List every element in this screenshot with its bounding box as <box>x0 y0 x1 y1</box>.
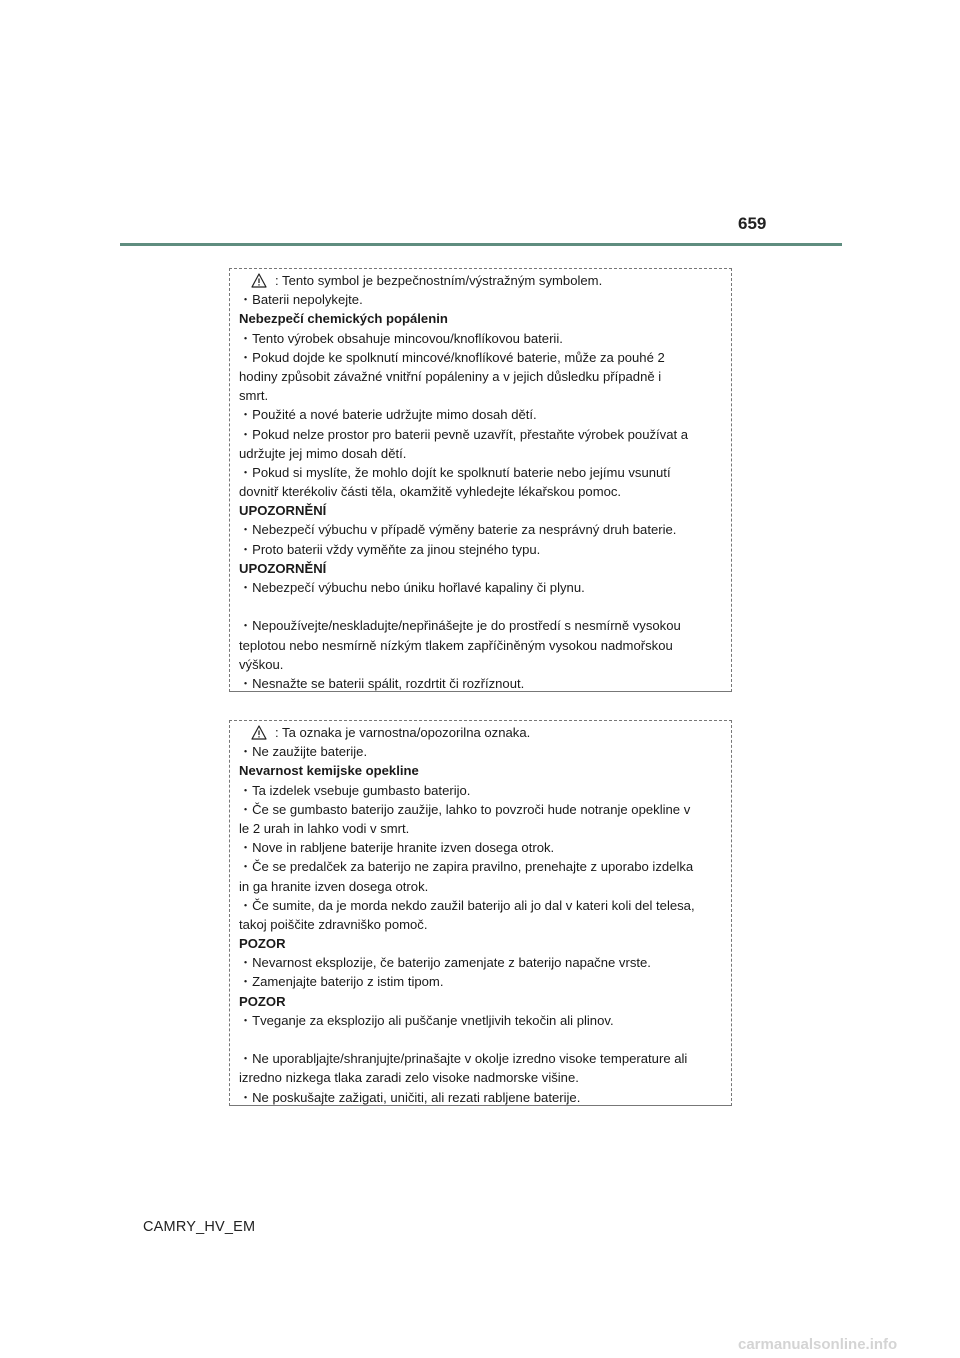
text-line: takoj poiščite zdravniško pomoč. <box>239 916 428 932</box>
header-rule <box>120 243 842 246</box>
text-line: ・Pokud si myslíte, že mohlo dojít ke spolknutí baterie nebo jejímu vsunutí <box>239 464 671 480</box>
text-line: ・Baterii nepolykejte. <box>239 292 363 308</box>
text-line: ・Ne zaužijte baterije. <box>239 744 368 760</box>
text-line <box>239 1030 731 1049</box>
symbol-text: : Tento symbol je bezpečnostním/výstražným symbolem. <box>275 273 603 288</box>
text-line: ・Nepoužívejte/neskladujte/nepřinášejte je do prostředí s nesmírně vysokou <box>239 618 681 634</box>
symbol-line <box>239 271 731 290</box>
text-line: ・Proto baterii vždy vyměňte za jinou stejného typu. <box>239 541 541 557</box>
text-line: le 2 urah in lahko vodi v smrt. <box>239 820 410 836</box>
text-line: ・Nebezpečí výbuchu nebo úniku hořlavé kapaliny či plynu. <box>239 580 585 595</box>
text-line: ・Ne poskušajte zažigati, uničiti, ali rezati rabljene baterije. <box>239 1089 581 1105</box>
text-line: ・Použité a nové baterie udržujte mimo dosah dětí. <box>239 407 537 423</box>
text-line: ・Zamenjajte baterijo z istim tipom. <box>239 974 444 990</box>
text-line: smrt. <box>239 388 269 404</box>
text-line: ・Nebezpečí výbuchu v případě výměny baterie za nesprávný druh baterie. <box>239 522 677 538</box>
section-heading: POZOR <box>239 993 286 1009</box>
text-line: in ga hranite izven dosega otrok. <box>239 878 429 894</box>
symbol-text: : Ta oznaka je varnostna/opozorilna oznaka. <box>275 725 531 740</box>
section-heading: Nevarnost kemijske opekline <box>239 763 419 779</box>
section-heading: UPOZORNĚNÍ <box>239 560 327 576</box>
text-line: udržujte jej mimo dosah dětí. <box>239 445 407 461</box>
text-line: ・Tento výrobek obsahuje mincovou/knoflíkovou baterii. <box>239 330 563 346</box>
text-line: ・Nesnažte se baterii spálit, rozdrtit či rozříznout. <box>239 675 525 691</box>
text-line: ・Ta izdelek vsebuje gumbasto baterijo. <box>239 782 471 798</box>
section-heading: UPOZORNĚNÍ <box>239 503 327 519</box>
text-line: ・Nevarnost eksplozije, če baterijo zamenjate z baterijo napačne vrste. <box>239 955 651 971</box>
section-heading: Nebezpečí chemických popálenin <box>239 311 448 327</box>
section-heading: POZOR <box>239 936 286 952</box>
text-line: ・Nove in rabljene baterije hranite izven dosega otrok. <box>239 840 555 856</box>
warning-text-slovenian <box>239 742 731 1107</box>
text-line <box>239 597 731 616</box>
model-code: CAMRY_HV_EM <box>143 1219 256 1235</box>
text-line: hodiny způsobit závažné vnitřní popáleniny a v jejich důsledku případně i <box>239 368 662 384</box>
text-line: ・Če se predalček za baterijo ne zapira pravilno, prenehajte z uporabo izdelka <box>239 859 694 875</box>
text-line: ・Če sumite, da je morda nekdo zaužil baterijo ali jo dal v kateri koli del telesa, <box>239 897 695 913</box>
text-line: ・Ne uporabljajte/shranjujte/prinašajte v okolje izredno visoke temperature ali <box>239 1051 688 1067</box>
watermark: carmanualsonline.info <box>738 1336 898 1353</box>
text-line: ・Pokud dojde ke spolknutí mincové/knoflíkové baterie, může za pouhé 2 <box>239 349 665 365</box>
warning-text-czech <box>239 290 731 693</box>
page-number: 659 <box>738 214 767 233</box>
warning-box-slovenian <box>229 720 732 1106</box>
text-line: ・Pokud nelze prostor pro baterii pevně uzavřít, přestaňte výrobek používat a <box>239 426 689 442</box>
text-line: dovnitř kterékoliv části těla, okamžitě vyhledejte lékařskou pomoc. <box>239 484 622 500</box>
text-line: ・Tveganje za eksplozijo ali puščanje vnetljivih tekočin ali plinov. <box>239 1012 614 1028</box>
text-line: výškou. <box>239 656 284 672</box>
symbol-line <box>239 723 731 742</box>
text-line: teplotou nebo nesmírně nízkým tlakem zapříčiněným vysokou nadmořskou <box>239 637 673 653</box>
text-line: ・Če se gumbasto baterijo zaužije, lahko to povzroči hude notranje opekline v <box>239 801 691 817</box>
text-line: izredno nizkega tlaka zaradi zelo visoke nadmorske višine. <box>239 1070 579 1086</box>
warning-box-czech <box>229 268 732 692</box>
